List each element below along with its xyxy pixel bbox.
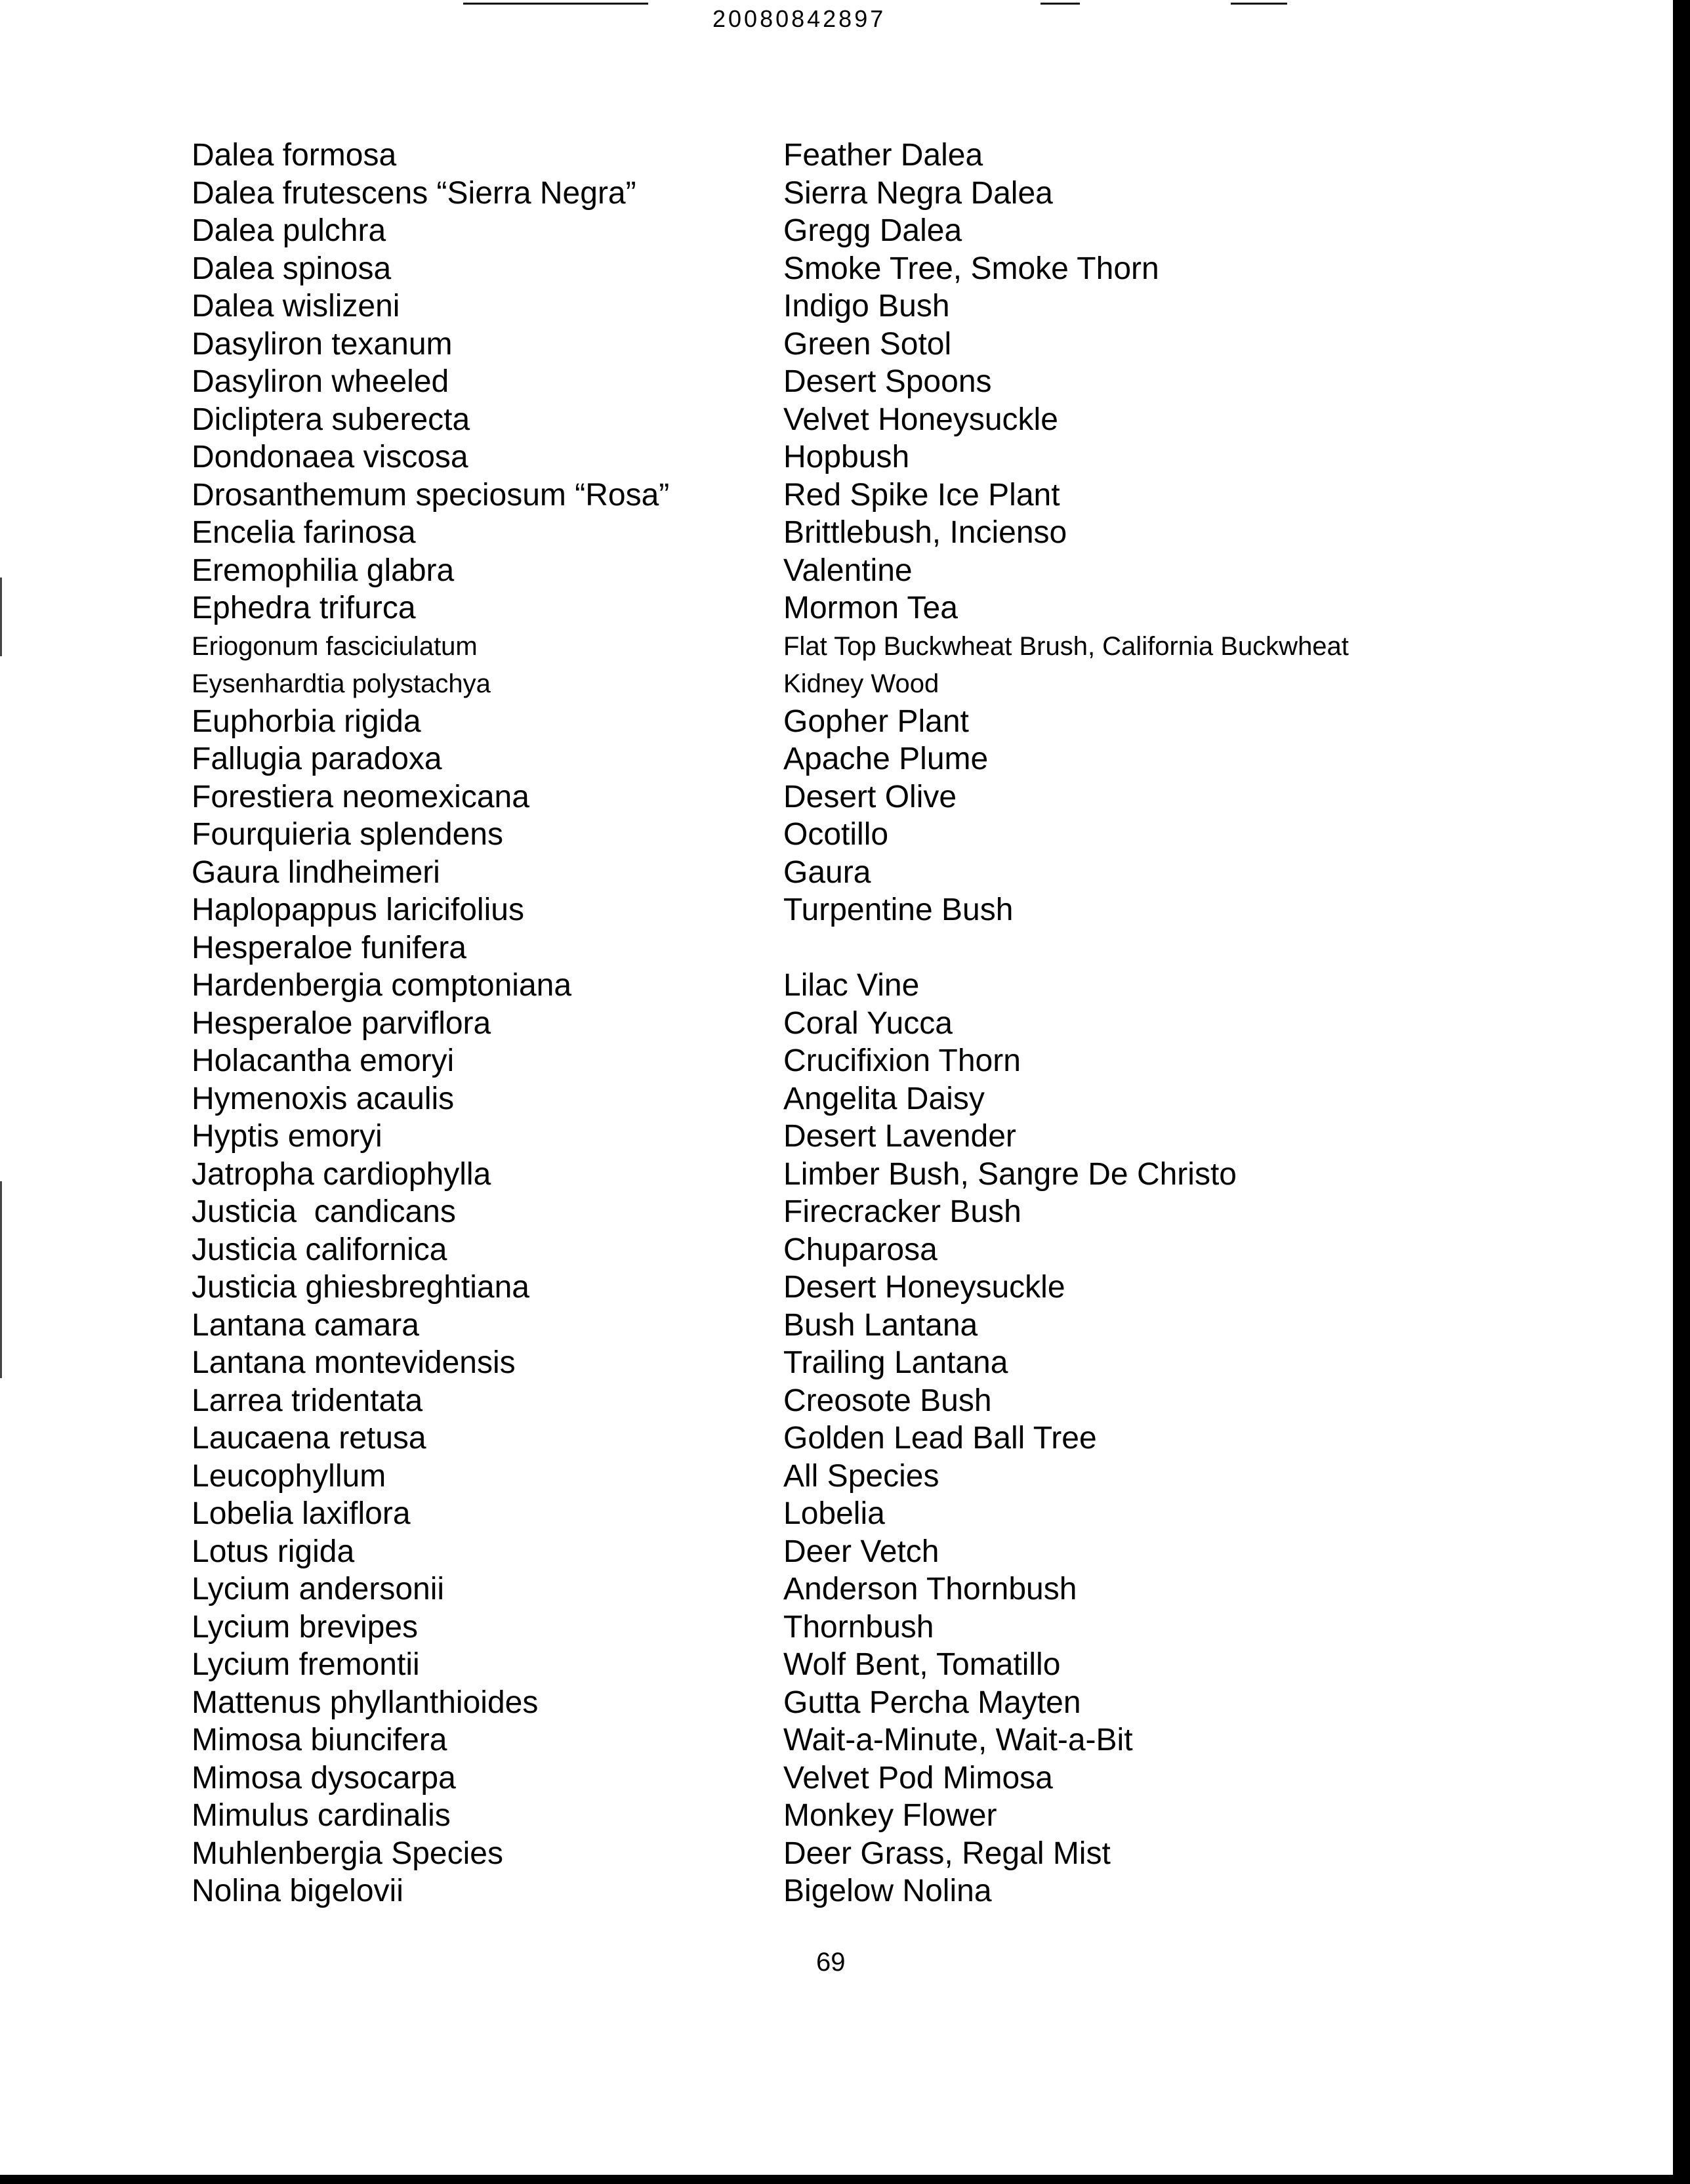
plant-row [0, 175, 1575, 213]
common-name: Monkey Flower [783, 1798, 997, 1833]
plant-row [0, 1608, 1575, 1647]
scientific-name: Dalea spinosa [192, 251, 392, 286]
plant-row [0, 476, 1575, 514]
page-number: 69 [816, 1948, 846, 1977]
common-name: Kidney Wood [783, 669, 939, 698]
common-name: Turpentine Bush [783, 892, 1014, 927]
scientific-name: Mimosa dysocarpa [192, 1760, 456, 1796]
common-name: Red Spike Ice Plant [783, 477, 1060, 513]
plant-row [0, 136, 1575, 175]
scientific-name: Dalea formosa [192, 138, 397, 173]
plant-row [0, 929, 1575, 967]
plant-row [0, 326, 1575, 364]
common-name: Indigo Bush [783, 289, 950, 324]
common-name: Desert Honeysuckle [783, 1270, 1065, 1305]
common-name: Lobelia [783, 1496, 885, 1531]
common-name: Feather Dalea [783, 138, 983, 173]
scientific-name: Dalea wislizeni [192, 289, 400, 324]
scientific-name: Laucaena retusa [192, 1421, 426, 1456]
plant-row [0, 967, 1575, 1005]
plant-row [0, 1872, 1575, 1910]
common-name: All Species [783, 1458, 939, 1494]
common-name: Coral Yucca [783, 1005, 953, 1041]
common-name: Firecracker Bush [783, 1194, 1021, 1229]
scientific-name: Mimulus cardinalis [192, 1798, 451, 1833]
scientific-name: Fallugia paradoxa [192, 742, 442, 776]
scientific-name: Jatropha cardiophylla [192, 1156, 491, 1192]
common-name: Hopbush [783, 440, 910, 474]
plant-row [0, 816, 1575, 854]
plant-row [0, 1344, 1575, 1382]
common-name: Anderson Thornbush [783, 1572, 1077, 1606]
scientific-name: Eriogonum fasciciulatum [192, 631, 478, 661]
plant-row [0, 740, 1575, 778]
plant-row [0, 1759, 1575, 1797]
scientific-name: Nolina bigelovii [192, 1874, 403, 1908]
common-name: Creosote Bush [783, 1383, 992, 1418]
scientific-name: Hymenoxis acaulis [192, 1081, 455, 1116]
scientific-name: Ephedra trifurca [192, 591, 416, 625]
common-name: Flat Top Buckwheat Brush, California Buckwheat [783, 631, 1349, 661]
scientific-name: Justicia candicans [192, 1194, 456, 1229]
scientific-name: Lotus rigida [192, 1534, 355, 1569]
scientific-name: Lantana montevidensis [192, 1345, 516, 1380]
scientific-name: Larrea tridentata [192, 1383, 423, 1418]
common-name: Bush Lantana [783, 1307, 978, 1343]
plant-row [0, 1231, 1575, 1269]
common-name: Smoke Tree, Smoke Thorn [783, 251, 1159, 286]
plant-row [0, 1193, 1575, 1231]
plant-row [0, 1042, 1575, 1080]
plant-row [0, 438, 1575, 476]
plant-row [0, 514, 1575, 552]
scientific-name: Euphorbia rigida [192, 704, 421, 739]
scientific-name: Hyptis emoryi [192, 1119, 382, 1154]
plant-row [0, 854, 1575, 892]
plant-row [0, 250, 1575, 288]
common-name: Desert Lavender [783, 1119, 1016, 1154]
scientific-name: Drosanthemum speciosum “Rosa” [192, 477, 670, 513]
common-name: Deer Grass, Regal Mist [783, 1836, 1111, 1871]
plant-row [0, 1156, 1575, 1194]
plant-row [0, 1495, 1575, 1533]
scientific-name: Dasyliron texanum [192, 326, 453, 362]
common-name: Desert Olive [783, 779, 957, 814]
scan-border-right [1673, 0, 1690, 2184]
common-name: Lilac Vine [783, 968, 920, 1003]
document-number: 20080842897 [712, 5, 886, 32]
common-name: Velvet Honeysuckle [783, 402, 1058, 437]
scientific-name: Lobelia laxiflora [192, 1496, 411, 1531]
common-name: Golden Lead Ball Tree [783, 1421, 1097, 1456]
scientific-name: Dasyliron wheeled [192, 364, 449, 399]
scientific-name: Lantana camara [192, 1307, 419, 1343]
common-name: Bigelow Nolina [783, 1874, 992, 1908]
plant-row [0, 1269, 1575, 1307]
scientific-name: Dalea frutescens “Sierra Negra” [192, 175, 636, 211]
scientific-name: Hesperaloe funifera [192, 930, 466, 965]
scientific-name: Forestiera neomexicana [192, 779, 529, 814]
scientific-name: Lycium fremontii [192, 1647, 420, 1682]
scientific-name: Mimosa biuncifera [192, 1723, 447, 1757]
scientific-name: Lycium brevipes [192, 1609, 419, 1645]
header-rule-right [1231, 3, 1287, 5]
plant-row [0, 1118, 1575, 1156]
common-name: Chuparosa [783, 1232, 938, 1267]
scientific-name: Lycium andersonii [192, 1572, 445, 1606]
plant-row [0, 1080, 1575, 1118]
common-name: Sierra Negra Dalea [783, 175, 1053, 211]
common-name: Wait-a-Minute, Wait-a-Bit [783, 1723, 1133, 1757]
plant-row [0, 1458, 1575, 1496]
plant-row [0, 665, 1575, 703]
common-name: Mormon Tea [783, 591, 958, 625]
scan-border-bottom [0, 2175, 1690, 2184]
common-name: Desert Spoons [783, 364, 992, 399]
scientific-name: Dalea pulchra [192, 213, 386, 248]
common-name: Crucifixion Thorn [783, 1043, 1021, 1078]
plant-row [0, 1721, 1575, 1759]
common-name: Gaura [783, 854, 871, 890]
common-name: Ocotillo [783, 817, 889, 852]
common-name: Wolf Bent, Tomatillo [783, 1647, 1061, 1682]
common-name: Gopher Plant [783, 704, 969, 739]
common-name: Trailing Lantana [783, 1345, 1008, 1380]
plant-row [0, 778, 1575, 816]
plant-row [0, 1570, 1575, 1608]
scientific-name: Haplopappus laricifolius [192, 892, 524, 927]
scientific-name: Dondonaea viscosa [192, 440, 468, 474]
plant-row [0, 363, 1575, 401]
plant-row [0, 627, 1575, 665]
scientific-name: Encelia farinosa [192, 515, 416, 550]
common-name: Brittlebush, Incienso [783, 515, 1067, 550]
scientific-name: Hesperaloe parviflora [192, 1005, 491, 1041]
plant-row [0, 1835, 1575, 1873]
common-name: Green Sotol [783, 326, 952, 362]
plant-row [0, 212, 1575, 250]
common-name: Deer Vetch [783, 1534, 939, 1569]
common-name: Angelita Daisy [783, 1081, 985, 1116]
common-name: Limber Bush, Sangre De Christo [783, 1156, 1237, 1192]
scientific-name: Dicliptera suberecta [192, 402, 470, 437]
header-rule-left [463, 3, 648, 5]
scientific-name: Hardenbergia comptoniana [192, 968, 572, 1003]
plant-row [0, 703, 1575, 741]
common-name: Apache Plume [783, 742, 989, 776]
plant-row [0, 1419, 1575, 1458]
plant-row [0, 1684, 1575, 1722]
common-name: Gregg Dalea [783, 213, 962, 248]
scientific-name: Eremophilia glabra [192, 553, 455, 588]
plant-row [0, 1307, 1575, 1345]
plant-row [0, 1005, 1575, 1043]
plant-row [0, 1382, 1575, 1420]
scientific-name: Gaura lindheimeri [192, 854, 440, 890]
common-name: Thornbush [783, 1609, 934, 1645]
common-name: Valentine [783, 553, 913, 588]
plant-row [0, 1797, 1575, 1835]
plant-row [0, 401, 1575, 439]
common-name: Gutta Percha Mayten [783, 1685, 1081, 1720]
header-rule-middle [1041, 3, 1080, 5]
plant-row [0, 891, 1575, 929]
scientific-name: Fourquieria splendens [192, 817, 503, 852]
scientific-name: Justicia ghiesbreghtiana [192, 1270, 529, 1305]
plant-row [0, 552, 1575, 590]
scientific-name: Justicia californica [192, 1232, 447, 1267]
scientific-name: Muhlenbergia Species [192, 1836, 503, 1871]
common-name: Velvet Pod Mimosa [783, 1760, 1053, 1796]
scientific-name: Mattenus phyllanthioides [192, 1685, 539, 1720]
plant-row [0, 589, 1575, 627]
scientific-name: Leucophyllum [192, 1458, 386, 1494]
plant-row [0, 1646, 1575, 1684]
plant-row [0, 1533, 1575, 1571]
scientific-name: Holacantha emoryi [192, 1043, 455, 1078]
plant-row [0, 287, 1575, 326]
scientific-name: Eysenhardtia polystachya [192, 669, 491, 698]
